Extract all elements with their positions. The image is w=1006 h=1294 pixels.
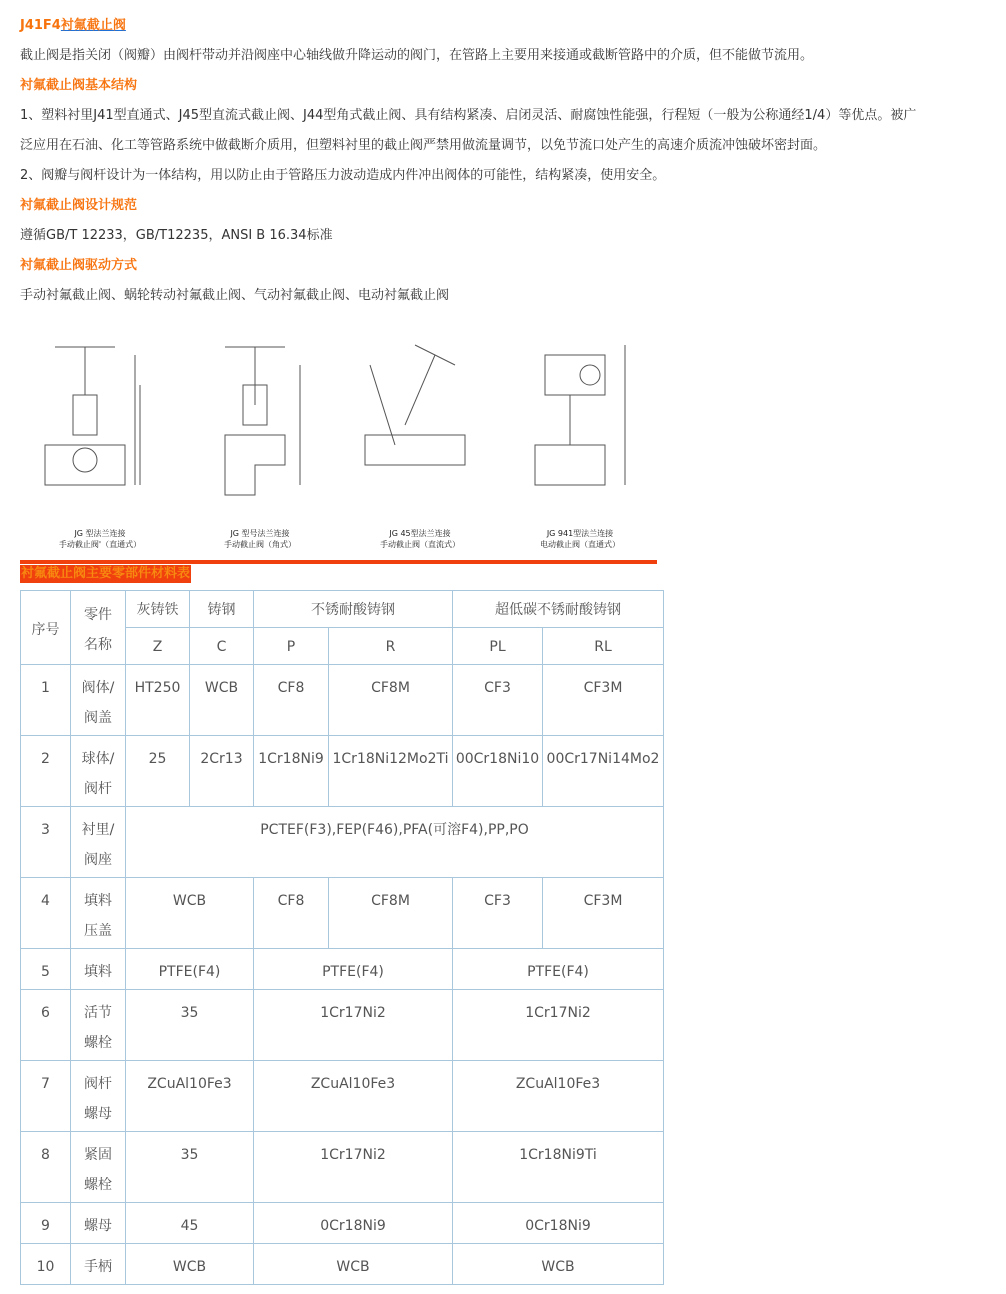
part-name: 紧固 螺栓 [71, 1132, 126, 1203]
material-cell: ZCuAl10Fe3 [126, 1061, 254, 1132]
row-number: 7 [21, 1061, 71, 1132]
section-text: 1、塑料衬里J41型直通式、J45型直流式截止阀、J44型角式截止阀、具有结构紧凑、启闭灵活、耐腐蚀性能强，行程短（一般为公称通经1/4）等优点。被广 [20, 108, 917, 123]
section-text: 手动衬氟截止阀、蜗轮转动衬氟截止阀、气动衬氟截止阀、电动衬氟截止阀 [20, 288, 450, 303]
section-heading: 衬氟截止阀驱动方式 [20, 258, 138, 273]
diagram-electric-valve [500, 325, 660, 550]
material-cell: CF8M [329, 665, 453, 736]
part-name: 手柄 [71, 1244, 126, 1285]
header-code: P [254, 628, 329, 665]
material-cell: CF3 [453, 878, 543, 949]
material-cell: 35 [126, 990, 254, 1061]
table-title: 衬氟截止阀主要零部件材料表 [21, 566, 191, 581]
row-number: 1 [21, 665, 71, 736]
material-cell: 35 [126, 1132, 254, 1203]
header-group: 灰铸铁 [126, 591, 190, 628]
material-cell: 1Cr18Ni9Ti [453, 1132, 664, 1203]
material-cell: WCB [254, 1244, 453, 1285]
material-cell: PTFE(F4) [453, 949, 664, 990]
header-code: Z [126, 628, 190, 665]
title-link[interactable]: 衬氟截止阀 [60, 18, 126, 33]
row-number: 2 [21, 736, 71, 807]
diagram-straight-valve [20, 325, 180, 550]
row-number: 10 [21, 1244, 71, 1285]
part-name: 填料 [71, 949, 126, 990]
header-no: 序号 [21, 591, 71, 665]
diagram-caption: JG 45型法兰连接 [389, 529, 451, 538]
table-row [21, 949, 664, 990]
material-cell: 1Cr18Ni12Mo2Ti [329, 736, 453, 807]
table-row [21, 1061, 664, 1132]
table-row [21, 878, 664, 949]
header-code: PL [453, 628, 543, 665]
material-cell: 1Cr18Ni9 [254, 736, 329, 807]
diagram-caption: 手动截止阀'（直通式） [58, 540, 142, 549]
material-cell: ZCuAl10Fe3 [254, 1061, 453, 1132]
part-name: 填料 压盖 [71, 878, 126, 949]
diagram-caption: 电动截止阀（直通式） [540, 540, 620, 549]
row-number: 9 [21, 1203, 71, 1244]
table-row [21, 1203, 664, 1244]
material-cell: 1Cr17Ni2 [254, 1132, 453, 1203]
material-cell: WCB [190, 665, 254, 736]
divider [20, 560, 657, 564]
diagram-caption: JG 941型法兰连接 [546, 529, 614, 538]
diagram-caption: 手动截止阀（直流式） [380, 540, 460, 549]
table-header-row [21, 591, 664, 628]
part-name: 阀体/ 阀盖 [71, 665, 126, 736]
row-number: 8 [21, 1132, 71, 1203]
material-cell: PTFE(F4) [254, 949, 453, 990]
header-code: RL [543, 628, 664, 665]
material-cell: 1Cr17Ni2 [453, 990, 664, 1061]
row-number: 6 [21, 990, 71, 1061]
section-text: 遵循GB/T 12233，GB/T12235，ANSI B 16.34标准 [20, 228, 333, 243]
table-row [21, 807, 664, 878]
material-cell: CF3 [453, 665, 543, 736]
material-cell: CF3M [543, 665, 664, 736]
header-code: R [329, 628, 453, 665]
material-cell: 00Cr17Ni14Mo2 [543, 736, 664, 807]
material-cell: 25 [126, 736, 190, 807]
row-number: 3 [21, 807, 71, 878]
part-name: 球体/ 阀杆 [71, 736, 126, 807]
materials-table [20, 590, 664, 1285]
header-part: 零件 名称 [71, 591, 126, 665]
material-cell: CF8 [254, 665, 329, 736]
part-name: 阀杆 螺母 [71, 1061, 126, 1132]
material-cell: 45 [126, 1203, 254, 1244]
part-name: 螺母 [71, 1203, 126, 1244]
diagram-angle-valve [180, 325, 340, 550]
section-text: 2、阀瓣与阀杆设计为一体结构，用以防止由于管路压力波动造成内件冲出阀体的可能性，结构紧凑，使用安全。 [20, 168, 666, 183]
diagram-caption: JG 型法兰连接 [74, 529, 126, 538]
header-group: 不锈耐酸铸钢 [254, 591, 453, 628]
material-cell: WCB [126, 1244, 254, 1285]
section-heading: 衬氟截止阀基本结构 [20, 78, 138, 93]
table-row [21, 736, 664, 807]
header-group: 铸钢 [190, 591, 254, 628]
material-cell: 1Cr17Ni2 [254, 990, 453, 1061]
section-text: 泛应用在石油、化工等管路系统中做截断介质用，但塑料衬里的截止阀严禁用做流量调节，以免节流口处产生的高速介质流冲蚀破坏密封面。 [20, 138, 827, 153]
row-number: 5 [21, 949, 71, 990]
intro-text: 截止阀是指关闭（阀瓣）由阀杆带动并沿阀座中心轴线做升降运动的阀门，在管路上主要用来接通或截断管路中的介质，但不能做节流用。 [20, 48, 814, 63]
table-row [21, 990, 664, 1061]
material-cell: PCTEF(F3),FEP(F46),PFA(可溶F4),PP,PO [126, 807, 664, 878]
section-heading: 衬氟截止阀设计规范 [20, 198, 138, 213]
material-cell: HT250 [126, 665, 190, 736]
title-prefix: J41F4 [20, 18, 61, 33]
material-cell: ZCuAl10Fe3 [453, 1061, 664, 1132]
header-group: 超低碳不锈耐酸铸钢 [453, 591, 664, 628]
diagram-y-valve [340, 325, 500, 550]
row-number: 4 [21, 878, 71, 949]
material-cell: WCB [126, 878, 254, 949]
material-cell: CF3M [543, 878, 664, 949]
part-name: 活节 螺栓 [71, 990, 126, 1061]
material-cell: 0Cr18Ni9 [254, 1203, 453, 1244]
material-cell: 0Cr18Ni9 [453, 1203, 664, 1244]
material-cell: WCB [453, 1244, 664, 1285]
material-cell: PTFE(F4) [126, 949, 254, 990]
table-row [21, 1132, 664, 1203]
material-cell: 00Cr18Ni10 [453, 736, 543, 807]
diagram-caption: JG 型号法兰连接 [230, 529, 290, 538]
valve-diagrams [20, 325, 660, 550]
table-row [21, 1244, 664, 1285]
material-cell: CF8 [254, 878, 329, 949]
diagram-caption: 手动截止阀（角式） [224, 540, 296, 549]
material-cell: CF8M [329, 878, 453, 949]
part-name: 衬里/ 阀座 [71, 807, 126, 878]
table-row [21, 665, 664, 736]
material-cell: 2Cr13 [190, 736, 254, 807]
page-title [20, 16, 126, 36]
header-code: C [190, 628, 254, 665]
